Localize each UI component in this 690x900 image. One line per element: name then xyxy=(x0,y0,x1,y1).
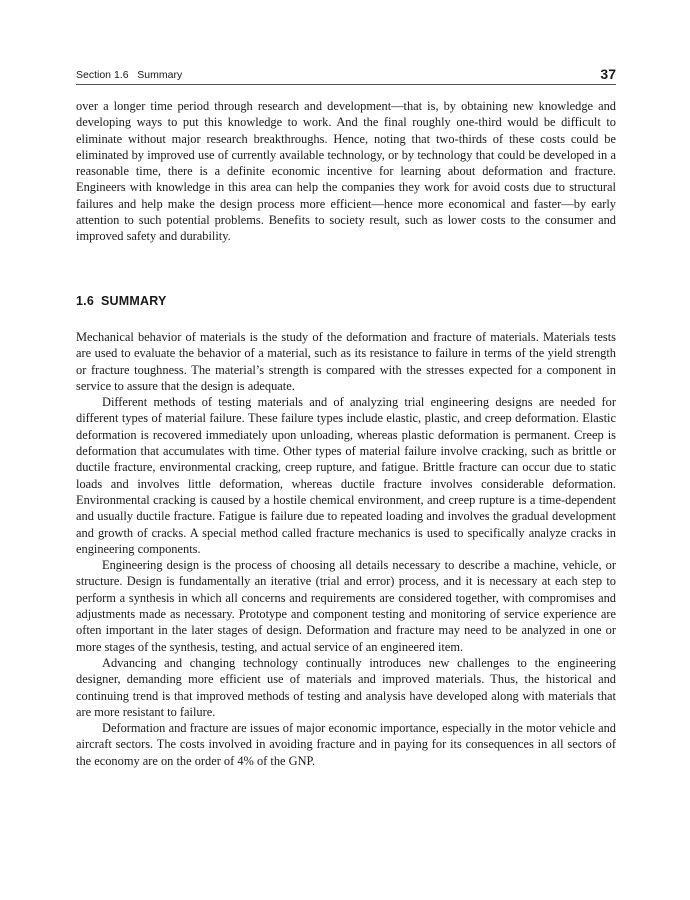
page-number: 37 xyxy=(600,66,616,82)
section-title: SUMMARY xyxy=(100,294,167,308)
summary-paragraph-5: Deformation and fracture are issues of major economic importance, especially in the motor vehicle and aircraft sectors. The costs involved in avoiding fracture and in paying for its consequences in all sectors of the economy are on the order of 4% of the GNP. xyxy=(76,721,616,768)
summary-paragraph-4: Advancing and changing technology continually introduces new challenges to the engineering designer, demanding more efficient use of materials and improved materials. Thus, the historical and continuing trend is that improved methods of testing and analysis have developed along with materials that are more resistant to failure. xyxy=(76,655,616,719)
section-heading xyxy=(76,294,174,308)
continued-text-block xyxy=(76,98,616,245)
summary-paragraph-2: Different methods of testing materials and of analyzing trial engineering designs are needed for different types of material failure. These failure types include elastic, plastic, and creep deformation. Elastic deformation is recovered immediately upon unloading, whereas plastic deformation is permanent. Creep is deformation that accumulates with time. Other types of material failure involve cracking, such as brittle or ductile fracture, environmental cracking, creep rupture, and fatigue. Brittle fracture can occur due to static loads and involves little deformation, whereas ductile fracture involves considerable deformation. Environmental cracking is caused by a hostile chemical environment, and creep rupture is a time-dependent and usually ductile fracture. Fatigue is failure due to repeated loading and involves the gradual development and growth of cracks. A special method called fracture mechanics is used to specifically analyze cracks in engineering components. xyxy=(76,395,616,556)
running-head-section-label: Section 1.6 Summary xyxy=(76,69,183,81)
summary-paragraph-1: Mechanical behavior of materials is the study of the deformation and fracture of materials. Materials tests are used to evaluate the behavior of a material, such as its resistance to failure in terms of the yield strength or fracture toughness. The material’s strength is compared with the stresses expected for a component in service to assure that the design is adequate. xyxy=(76,330,616,393)
section-number: 1.6 xyxy=(76,294,94,308)
summary-paragraph-3: Engineering design is the process of choosing all details necessary to describe a machine, vehicle, or structure. Design is fundamentally an iterative (trial and error) process, and it is necessary at each step to perform a synthesis in which all concerns and requirements are considered together, with compromises and adjustments made as necessary. Prototype and component testing and monitoring of service experience are often important in the later stages of design. Deformation and fracture may need to be analyzed in one or more stages of the synthesis, testing, and actual service of an engineered item. xyxy=(76,558,616,654)
running-header xyxy=(76,64,616,84)
header-rule xyxy=(76,84,616,85)
summary-text-block xyxy=(76,329,616,769)
continued-paragraph: over a longer time period through research and development—that is, by obtaining new knowledge and developing ways to put this knowledge to work. And the final roughly one-third would be difficult to eliminate without major research breakthroughs. Hence, noting that two-thirds of these costs could be eliminated by improved use of currently available technology, or by technology that could be developed in a reasonable time, there is a definite economic incentive for learning about deformation and fracture. Engineers with knowledge in this area can help the companies they work for avoid costs due to structural failures and help make the design process more efficient—hence more economical and faster—by early attention to such potential problems. Benefits to society result, such as lower costs to the consumer and improved safety and durability. xyxy=(76,99,616,244)
